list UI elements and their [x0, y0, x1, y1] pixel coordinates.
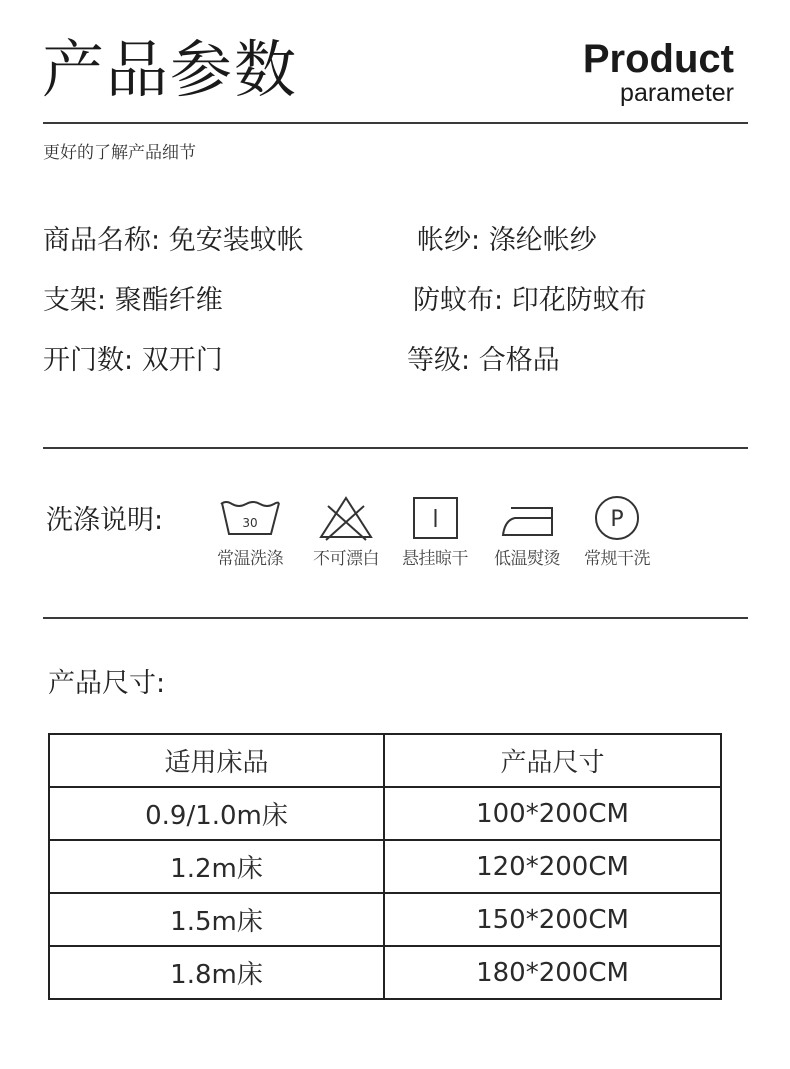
param-value: 印花防蚊布 — [511, 285, 647, 316]
table-cell-bed: 0.9/1.0m床 — [49, 787, 384, 840]
wash-item-hang-dry — [392, 494, 478, 570]
param-grade — [407, 344, 560, 378]
wash-temperature: 30 — [242, 516, 258, 530]
table-cell-bed: 1.8m床 — [49, 946, 384, 999]
table-header-row — [49, 734, 721, 787]
table-row — [49, 840, 721, 893]
no-bleach-icon — [314, 494, 378, 542]
table-row — [49, 946, 721, 999]
iron-low-icon — [495, 494, 559, 542]
wash-item-iron-low — [484, 494, 570, 570]
dry-clean-letter: P — [610, 507, 624, 532]
page-subtitle: 更好的了解产品细节 — [43, 143, 196, 163]
wash-item-normal — [207, 494, 293, 570]
header-divider — [43, 122, 748, 124]
table-cell-size: 180*200CM — [384, 946, 721, 999]
wash-caption: 低温熨烫 — [494, 549, 560, 569]
param-label: 商品名称: — [43, 225, 161, 256]
param-label: 帐纱: — [417, 225, 481, 256]
param-label: 支架: — [43, 285, 107, 316]
param-label: 防蚊布: — [413, 285, 504, 316]
wash-caption: 不可漂白 — [313, 549, 379, 569]
param-skirt-cloth — [413, 284, 647, 318]
wash-tub-30-icon — [218, 494, 282, 542]
param-value: 合格品 — [478, 345, 560, 376]
table-cell-size: 100*200CM — [384, 787, 721, 840]
page-title-english — [583, 38, 734, 106]
param-doors — [43, 344, 223, 378]
param-net-fabric — [417, 224, 597, 258]
table-cell-size: 150*200CM — [384, 893, 721, 946]
wash-item-dry-clean — [574, 494, 660, 570]
param-frame — [43, 284, 223, 318]
washing-label: 洗涤说明: — [46, 505, 164, 536]
title-en-line2: parameter — [620, 79, 734, 107]
table-header-cell: 适用床品 — [49, 734, 384, 787]
wash-caption: 常温洗涤 — [217, 549, 283, 569]
table-header-cell: 产品尺寸 — [384, 734, 721, 787]
washing-divider — [43, 617, 748, 619]
size-label: 产品尺寸: — [48, 668, 166, 699]
param-value: 聚酯纤维 — [114, 285, 223, 316]
table-row — [49, 893, 721, 946]
table-cell-size: 120*200CM — [384, 840, 721, 893]
param-value: 双开门 — [141, 345, 223, 376]
title-en-line1: Product — [582, 37, 734, 81]
table-cell-bed: 1.5m床 — [49, 893, 384, 946]
page-title: 产品参数 — [42, 33, 299, 106]
dry-clean-p-icon — [585, 494, 649, 542]
wash-caption: 常规干洗 — [584, 549, 650, 569]
wash-item-no-bleach — [303, 494, 389, 570]
param-label: 开门数: — [43, 345, 134, 376]
param-label: 等级: — [407, 345, 471, 376]
size-table — [48, 733, 722, 1000]
hang-dry-icon — [403, 494, 467, 542]
param-value: 免安装蚊帐 — [168, 225, 304, 256]
param-value: 涤纶帐纱 — [488, 225, 597, 256]
table-row — [49, 787, 721, 840]
params-divider — [43, 447, 748, 449]
param-product-name — [43, 224, 304, 258]
wash-caption: 悬挂晾干 — [402, 549, 468, 569]
table-cell-bed: 1.2m床 — [49, 840, 384, 893]
